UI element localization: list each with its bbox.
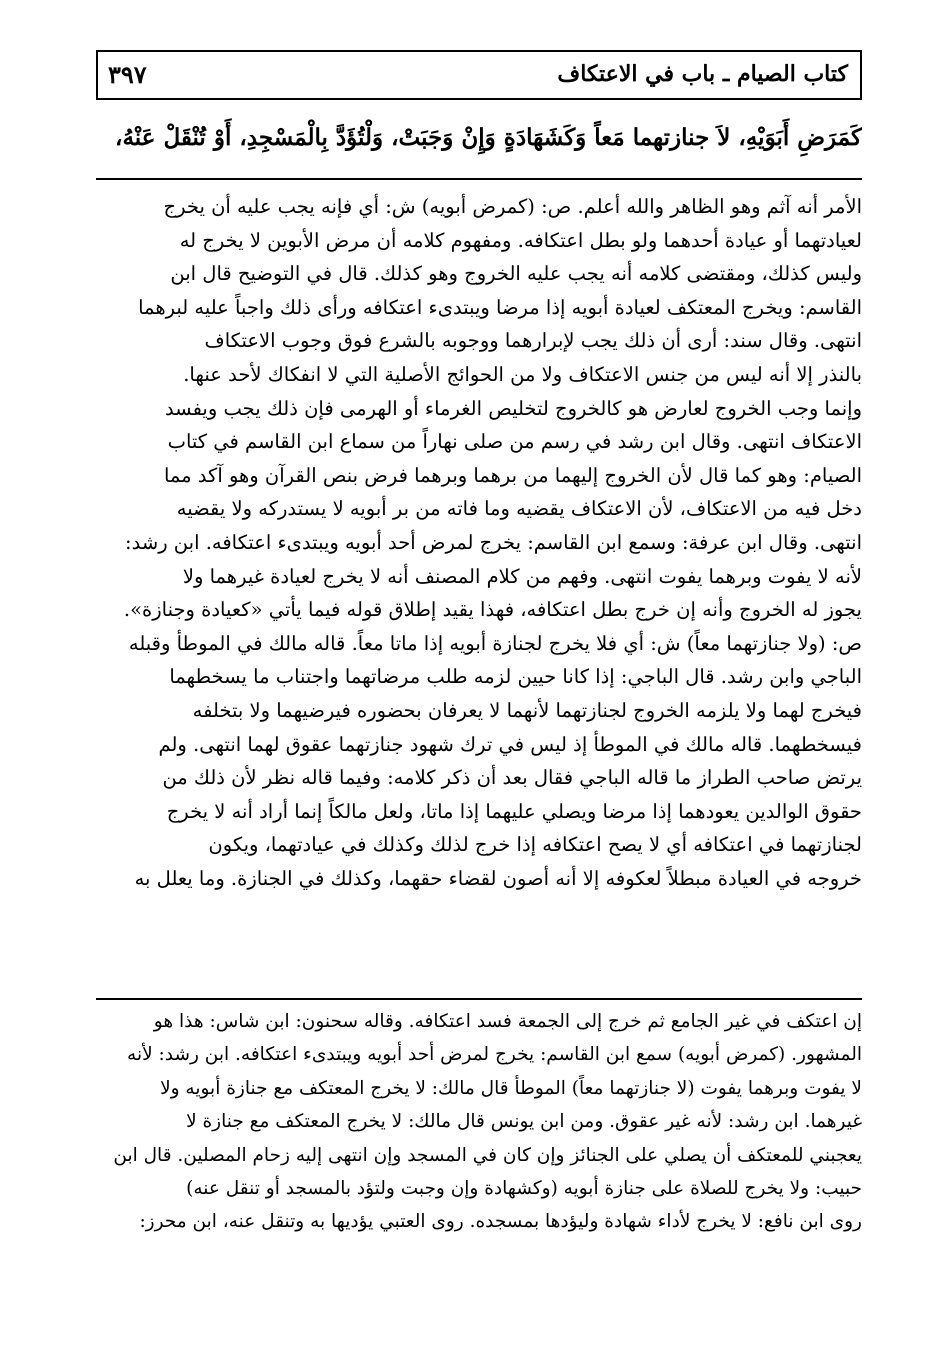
matn-text: كَمَرَضِ أَبَوَيْهِ، لاَ جنازتهما مَعاً وَكَشَهَادَةٍ وَإِنْ وَجَبَتْ، وَلْتُؤَدَّ بِالْمَسْجِدِ، أَوْ تُنْقَلْ عَنْهُ، — [115, 124, 862, 151]
commentary-line: حقوق الوالدين يعودهما إذا مرضا ويصلي عليهما إذا ماتا، ولعل مالكاً إنما أراد أنه لا يخرج — [166, 799, 862, 823]
commentary — [96, 190, 862, 895]
commentary-line: وإنما وجب الخروج لعارض هو كالخروج لتخليص الغرماء أو الهرمى فإن ذلك يجب ويفسد — [164, 396, 862, 420]
commentary-line: فيسخطهما. قاله مالك في الموطأ إذ ليس في ترك شهود جنازتهما عقوق لهما انتهى. ولم — [158, 732, 862, 756]
page-number: ٣٩٧ — [108, 60, 147, 89]
commentary-line: يجوز له الخروج وأنه إن خرج بطل اعتكافه، فهذا يقيد إطلاق قوله فيما يأتي «كعيادة وجنازة». — [123, 598, 862, 622]
footnotes — [96, 1005, 862, 1239]
commentary-line: فيخرج لهما ولا يلزمه الخروج لجنازتهما لأنهما لا يعرفان بحضوره فيرضيهما ولا بتخلفه — [192, 698, 862, 722]
footnote-line: حبيب: ولا يخرج للصلاة على جنازة أبويه (وكشهادة وإن وجبت ولتؤد بالمسجد أو تنقل عنه) — [186, 1177, 862, 1199]
footnote-line: لا يفوت وبرهما يفوت (لا جنازتهما معاً) الموطأ قال مالك: لا يخرج المعتكف مع جنازة أبويه ولا — [160, 1077, 862, 1099]
commentary-line: خروجه في العيادة مبطلاً لعكوفه إلا أنه أصون لقضاء حقهما، وكذلك في الجنازة. وما يعلل به — [134, 866, 862, 890]
commentary-line: دخل فيه من الاعتكاف، لأن الاعتكاف يقضيه وما فاته من بر أبويه لا يستدركه ولا يقضيه — [176, 497, 862, 521]
commentary-line: وليس كذلك، ومقتضى كلامه أنه يجب عليه الخروج وهو كذلك. قال في التوضيح قال ابن — [170, 262, 862, 286]
header-title: كتاب الصيام ـ باب في الاعتكاف — [557, 61, 848, 87]
commentary-line: يرتض صاحب الطراز ما قاله الباجي فقال بعد أن ذكر كلامه: وفيما قاله نظر لأن ذلك من — [162, 766, 862, 790]
page — [96, 50, 866, 1340]
commentary-line: ص: (ولا جنازتهما معاً) ش: أي فلا يخرج لجنازة أبويه إذا ماتا معاً. قاله مالك في الموطأ وقبله — [128, 631, 862, 655]
divider-top — [96, 178, 862, 180]
commentary-line: الباجي وابن رشد. قال الباجي: إذا كانا حيين لزمه طلب مرضاتهما واجتناب ما يسخطهما — [169, 665, 862, 689]
commentary-line: لجنازتهما في اعتكافه أي لا يصح اعتكافه إذا خرج لذلك وكذلك في عيادتهما، ويكون — [208, 833, 862, 857]
commentary-line: لعيادتهما أو عيادة أحدهما ولو بطل اعتكافه. ومفهوم كلامه أن مرض الأبوين لا يخرج له — [179, 228, 862, 252]
commentary-line: بالنذر إلا أنه ليس من جنس الاعتكاف ولا من الحوائج الأصلية التي لا انفكاك لأحد عنها. — [183, 362, 862, 386]
commentary-line: القاسم: ويخرج المعتكف لعيادة أبويه إذا مرضا ويبتدىء اعتكافه ورأى ذلك واجباً عليه لبرهما — [138, 295, 862, 319]
footnote-line: روى ابن نافع: لا يخرج لأداء شهادة وليؤدها بمسجده. روى العتبي يؤديها به وتنقل عنه، ابن محرز: — [139, 1211, 862, 1233]
footnote-line: يعجبني للمعتكف أن يصلي على الجنائز وإن كان في المسجد وإن انتهى إليه زحام المصلين. قال ابن — [113, 1144, 862, 1166]
commentary-line: الاعتكاف انتهى. وقال ابن رشد في رسم من صلى نهاراً من سماع ابن القاسم في كتاب — [167, 430, 862, 454]
running-header — [96, 50, 862, 100]
commentary-line: انتهى. وقال سند: أرى أن ذلك يجب لإبرارهما ووجوبه بالشرع فوق وجوب الاعتكاف — [204, 329, 862, 353]
footnote-line: إن اعتكف في غير الجامع ثم خرج إلى الجمعة فسد اعتكافه. وقاله سحنون: ابن شاس: هذا هو — [153, 1011, 862, 1032]
footnote-line: غيرهما. ابن رشد: لأنه غير عقوق. ومن ابن يونس قال مالك: لا يخرج المعتكف مع جنازة لا — [186, 1111, 862, 1133]
commentary-line: لأنه لا يفوت وبرهما يفوت انتهى. وفهم من كلام المصنف أنه لا يخرج لعيادة غيرهما ولا — [182, 564, 862, 588]
divider-footnotes — [96, 998, 862, 1000]
commentary-line: انتهى. وقال ابن عرفة: وسمع ابن القاسم: يخرج لمرض أحد أبويه ويبتدىء اعتكافه. ابن رشد: — [125, 530, 862, 554]
footnote-line: المشهور. (كمرض أبويه) سمع ابن القاسم: يخرج لمرض أحد أبويه ويبتدىء اعتكافه. ابن رشد: لأنه — [127, 1044, 862, 1066]
commentary-line: الصيام: وهو كما قال لأن الخروج إليهما من برهما وبرهما فرض بنص القرآن وهو آكد مما — [163, 463, 862, 487]
commentary-line: الأمر أنه آثم وهو الظاهر والله أعلم. ص: (كمرض أبويه) ش: أي فإنه يجب عليه أن يخرج — [163, 195, 862, 218]
